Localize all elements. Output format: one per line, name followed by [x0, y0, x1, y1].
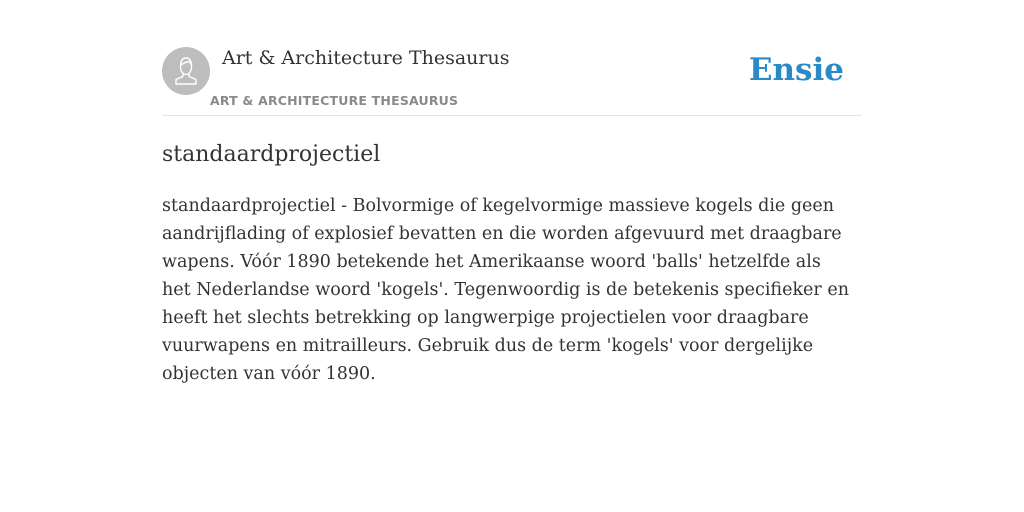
- term-title: standaardprojectiel: [162, 142, 381, 167]
- ensie-logo[interactable]: Ensie: [748, 52, 844, 88]
- content-container: [162, 0, 862, 384]
- user-avatar-icon[interactable]: [162, 47, 210, 95]
- term-definition: standaardprojectiel - Bolvormige of kegelvormige massieve kogels die geen aandrijflading of explosief bevatten en die worden afgevuurd met draagbare wapens. Vóór 1890 betekende het Amerikaanse woord 'balls' hetzelfde als het Nederlandse woord 'kogels'. Tegenwoordig is de betekenis specifieker en heeft het slechts betrekking op langwerpige projectielen voor draagbare vuurwapens en mitrailleurs. Gebruik dus de term 'kogels' voor dergelijke objecten van vóór 1890.: [162, 196, 849, 384]
- source-header: [162, 0, 862, 116]
- source-subtitle[interactable]: ART & ARCHITECTURE THESAURUS: [210, 93, 459, 108]
- source-title[interactable]: Art & Architecture Thesaurus: [222, 47, 510, 69]
